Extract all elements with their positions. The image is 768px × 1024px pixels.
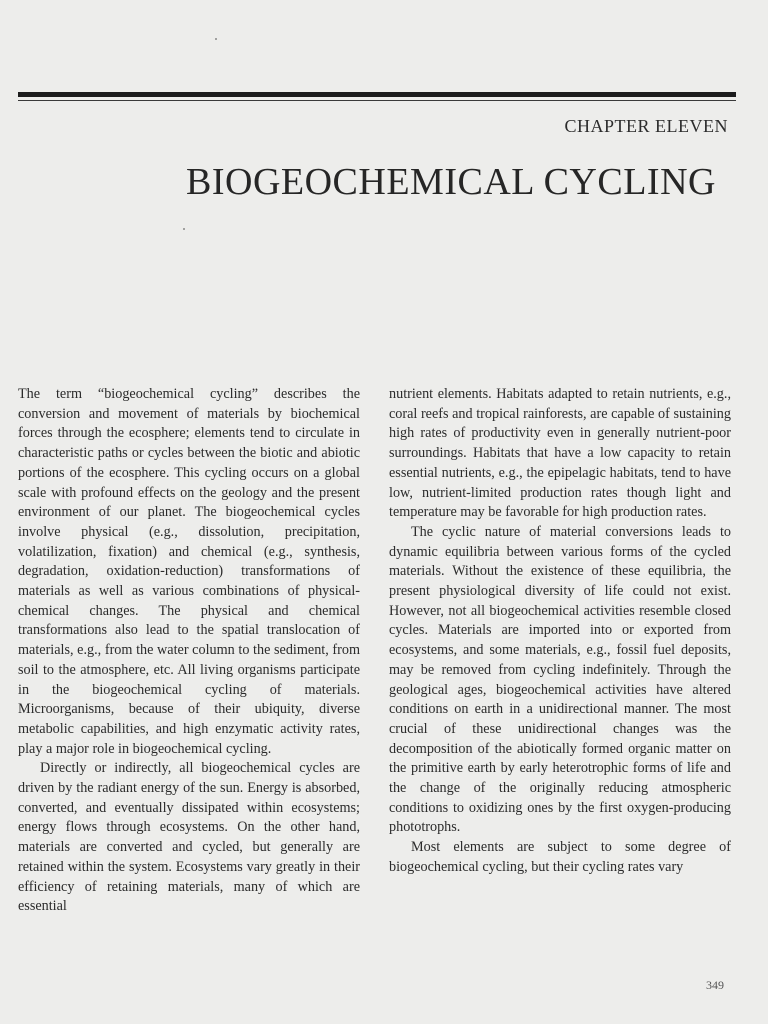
header-rule-thin: [18, 100, 736, 101]
header-rule-thick: [18, 92, 736, 97]
paragraph: Directly or indirectly, all biogeochemical cycles are driven by the radiant energy of the sun. Energy is absorbed, converted, and eventually dissipated within ecosystems; energy flows through ecosystems. On the other hand, materials are converted and cycled, but generally are retained within the system. Ecosystems vary greatly in their efficiency of retaining materials, many of which are essential: [18, 760, 360, 915]
paragraph: The term “biogeochemical cycling” describes the conversion and movement of materials by biochemical forces through the ecosphere; elements tend to circulate in characteristic paths or cycles between the biotic and abiotic portions of the ecosphere. This cycling occurs on a global scale with profound effects on the geology and the present environment of our planet. The biogeochemical cycles involve physical (e.g., dissolution, precipitation, volatilization, fixation) and chemical (e.g., synthesis, degradation, oxidation-reduction) transformations of materials as well as various combinations of physical-chemical changes. The physical and chemical transformations also lead to the spatial translocation of materials, e.g., from the water column to the sediment, from soil to the atmosphere, etc. All living organisms participate in the biogeochemical cycling of materials. Microorganisms, because of their ubiquity, diverse metabolic capabilities, and high enzymatic activity rates, play a major role in biogeochemical cycling.: [18, 386, 360, 757]
chapter-title: BIOGEOCHEMICAL CYCLING: [186, 161, 716, 203]
page-number: 349: [706, 978, 724, 992]
right-column: [389, 385, 731, 878]
page-speck: [183, 228, 185, 230]
paragraph: The cyclic nature of material conversions leads to dynamic equilibria between various forms of the cycled materials. Without the existence of these equilibria, the present physiological diversity of life could not exist. However, not all biogeochemical activities resemble closed cycles. Materials are imported into or exported from ecosystems, and some materials, e.g., fossil fuel deposits, may be removed from cycling indefinitely. Through the geological ages, biogeochemical activities have altered conditions on earth in a unidirectional manner. The most crucial of these unidirectional changes was the decomposition of the abiotically formed organic matter on the primitive earth by early heterotrophic forms of life and the change of the originally reducing atmospheric conditions to oxidizing ones by the first oxygen-producing phototrophs.: [389, 523, 731, 836]
left-column: [18, 385, 360, 917]
chapter-label: CHAPTER ELEVEN: [564, 116, 728, 136]
paragraph: Most elements are subject to some degree of biogeochemical cycling, but their cycling rates vary: [389, 839, 731, 875]
page-speck: [215, 38, 217, 40]
paragraph: nutrient elements. Habitats adapted to retain nutrients, e.g., coral reefs and tropical rainforests, are capable of sustaining high rates of productivity even in generally nutrient-poor surroundings. Habitats that have a low capacity to retain essential nutrients, e.g., the epipelagic habitats, tend to have low, nutrient-limited production rates though light and temperature may be favorable for high production rates.: [389, 386, 731, 521]
